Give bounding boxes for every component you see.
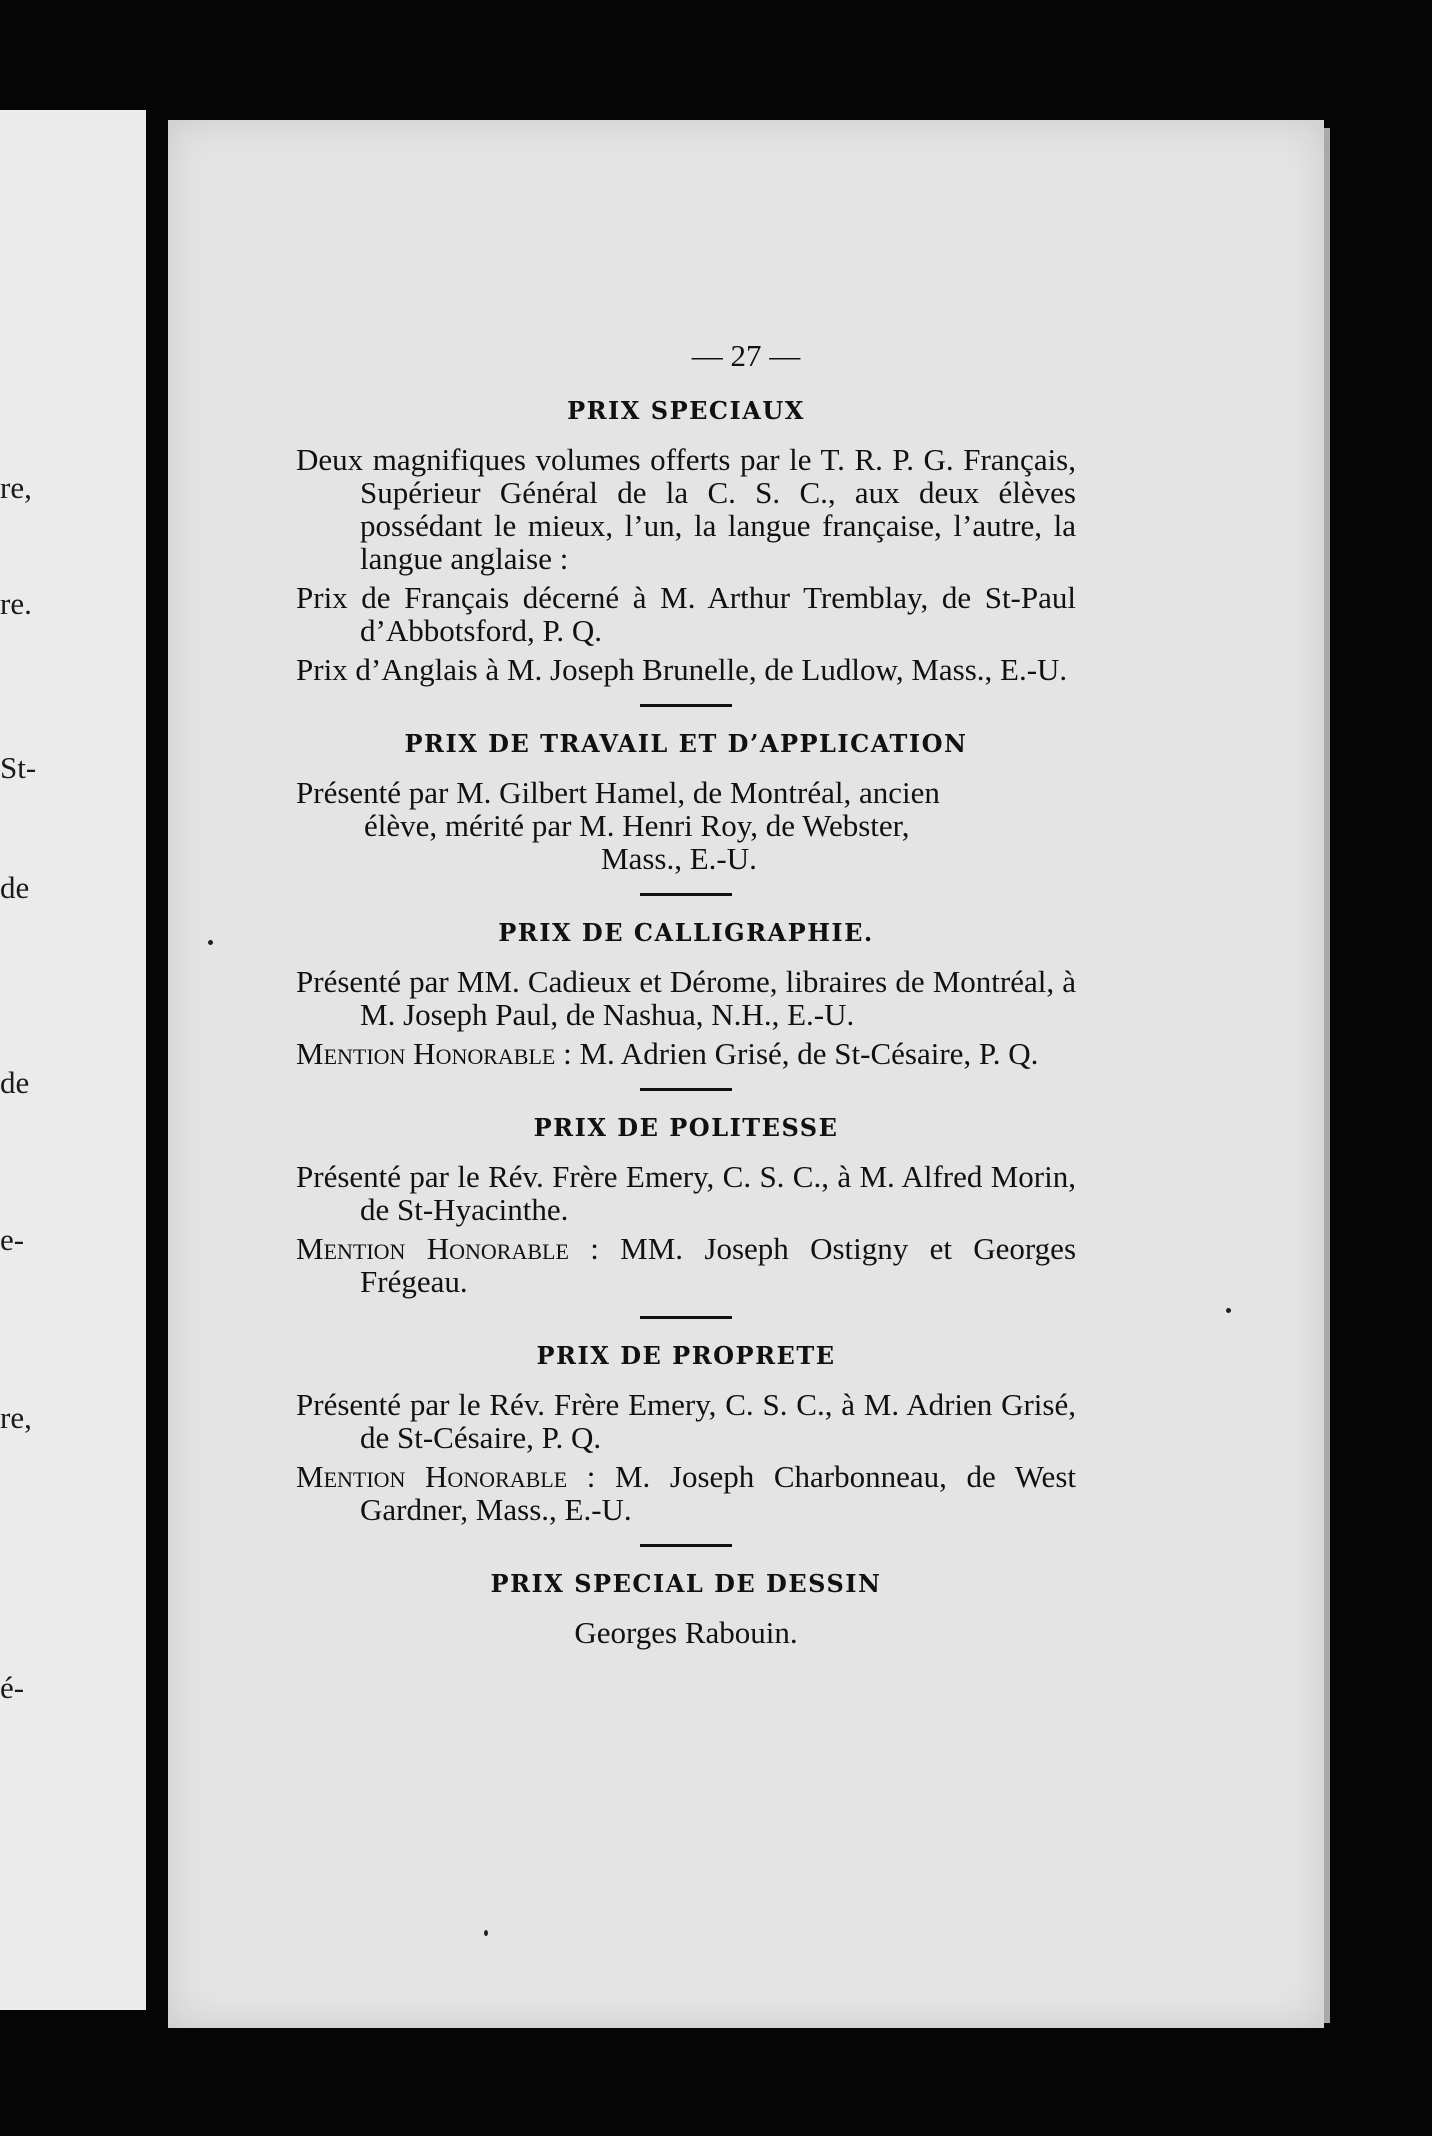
mention-text: : M. Adrien Grisé, de St-Césaire, P. Q.	[563, 1036, 1039, 1071]
section-heading: PRIX SPECIAL DE DESSIN	[490, 1569, 882, 1598]
scan-speck	[208, 940, 213, 945]
left-page-fragment: re.	[0, 586, 32, 621]
mention-label: Mention Honorable	[296, 1036, 556, 1071]
section-heading: PRIX DE CALLIGRAPHIE.	[498, 918, 874, 947]
mention-text: : M. Joseph Charbonneau, de West Gardner, Mass., E.-U.	[360, 1459, 1076, 1527]
section-divider	[640, 1316, 732, 1319]
paragraph: Prix d’Anglais à M. Joseph Brunelle, de Ludlow, Mass., E.-U.	[296, 652, 1068, 687]
page-content	[296, 396, 1076, 1655]
page-number: — 27 —	[691, 338, 801, 373]
left-page-fragment: re,	[0, 1400, 32, 1435]
section-prix-proprete	[296, 1341, 1076, 1526]
paragraph: Présenté par MM. Cadieux et Dérome, libraires de Montréal, à M. Joseph Paul, de Nashua, N.H., E.-U.	[296, 964, 1076, 1032]
left-page-fragment: St-	[0, 750, 37, 785]
section-prix-dessin	[296, 1569, 1076, 1649]
section-prix-speciaux	[296, 396, 1076, 686]
section-divider	[640, 704, 732, 707]
scan-speck	[1226, 1308, 1231, 1313]
paragraph: Prix de Français décerné à M. Arthur Tremblay, de St-Paul d’Abbotsford, P. Q.	[296, 580, 1076, 648]
left-page-fragment: re,	[0, 470, 32, 505]
section-divider	[640, 893, 732, 896]
left-page-fragment: de	[0, 870, 30, 905]
section-prix-calligraphie	[296, 918, 1076, 1070]
scan-speck	[484, 1930, 488, 1936]
document-page	[168, 120, 1324, 2028]
section-divider	[640, 1088, 732, 1091]
paragraph: Georges Rabouin.	[574, 1615, 798, 1650]
section-divider	[640, 1544, 732, 1547]
section-prix-travail	[296, 729, 1076, 875]
paragraph-line: Présenté par M. Gilbert Hamel, de Montréal, ancien	[296, 775, 940, 810]
left-page-fragment: de	[0, 1065, 30, 1100]
paragraph-line: élève, mérité par M. Henri Roy, de Webster,	[364, 808, 910, 843]
paragraph-line: Mass., E.-U.	[601, 841, 757, 876]
paragraph: Présenté par le Rév. Frère Emery, C. S. C., à M. Adrien Grisé, de St-Césaire, P. Q.	[296, 1387, 1076, 1455]
left-facing-page	[0, 110, 146, 2010]
section-heading: PRIX DE PROPRETE	[536, 1341, 836, 1370]
section-heading: PRIX DE TRAVAIL ET D’APPLICATION	[404, 729, 968, 758]
section-prix-politesse	[296, 1113, 1076, 1298]
mention-paragraph	[296, 1037, 1076, 1070]
mention-text: : MM. Joseph Ostigny et Georges Frégeau.	[360, 1231, 1077, 1299]
paragraph: Présenté par le Rév. Frère Emery, C. S. C., à M. Alfred Morin, de St-Hyacinthe.	[296, 1159, 1076, 1227]
section-heading: PRIX SPECIAUX	[567, 396, 805, 425]
mention-label: Mention Honorable	[296, 1231, 569, 1266]
paragraph: Deux magnifiques volumes offerts par le T. R. P. G. Français, Supérieur Général de la C. S. C., aux deux élèves possédant le mieux, l’un, la langue française, l’autre, la langue anglaise :	[296, 442, 1076, 576]
left-page-fragment: e-	[0, 1222, 25, 1257]
section-heading: PRIX DE POLITESSE	[533, 1113, 839, 1142]
mention-paragraph	[296, 1460, 1076, 1526]
mention-label: Mention Honorable	[296, 1459, 568, 1494]
left-page-fragment: é-	[0, 1670, 25, 1705]
mention-paragraph	[296, 1232, 1076, 1298]
